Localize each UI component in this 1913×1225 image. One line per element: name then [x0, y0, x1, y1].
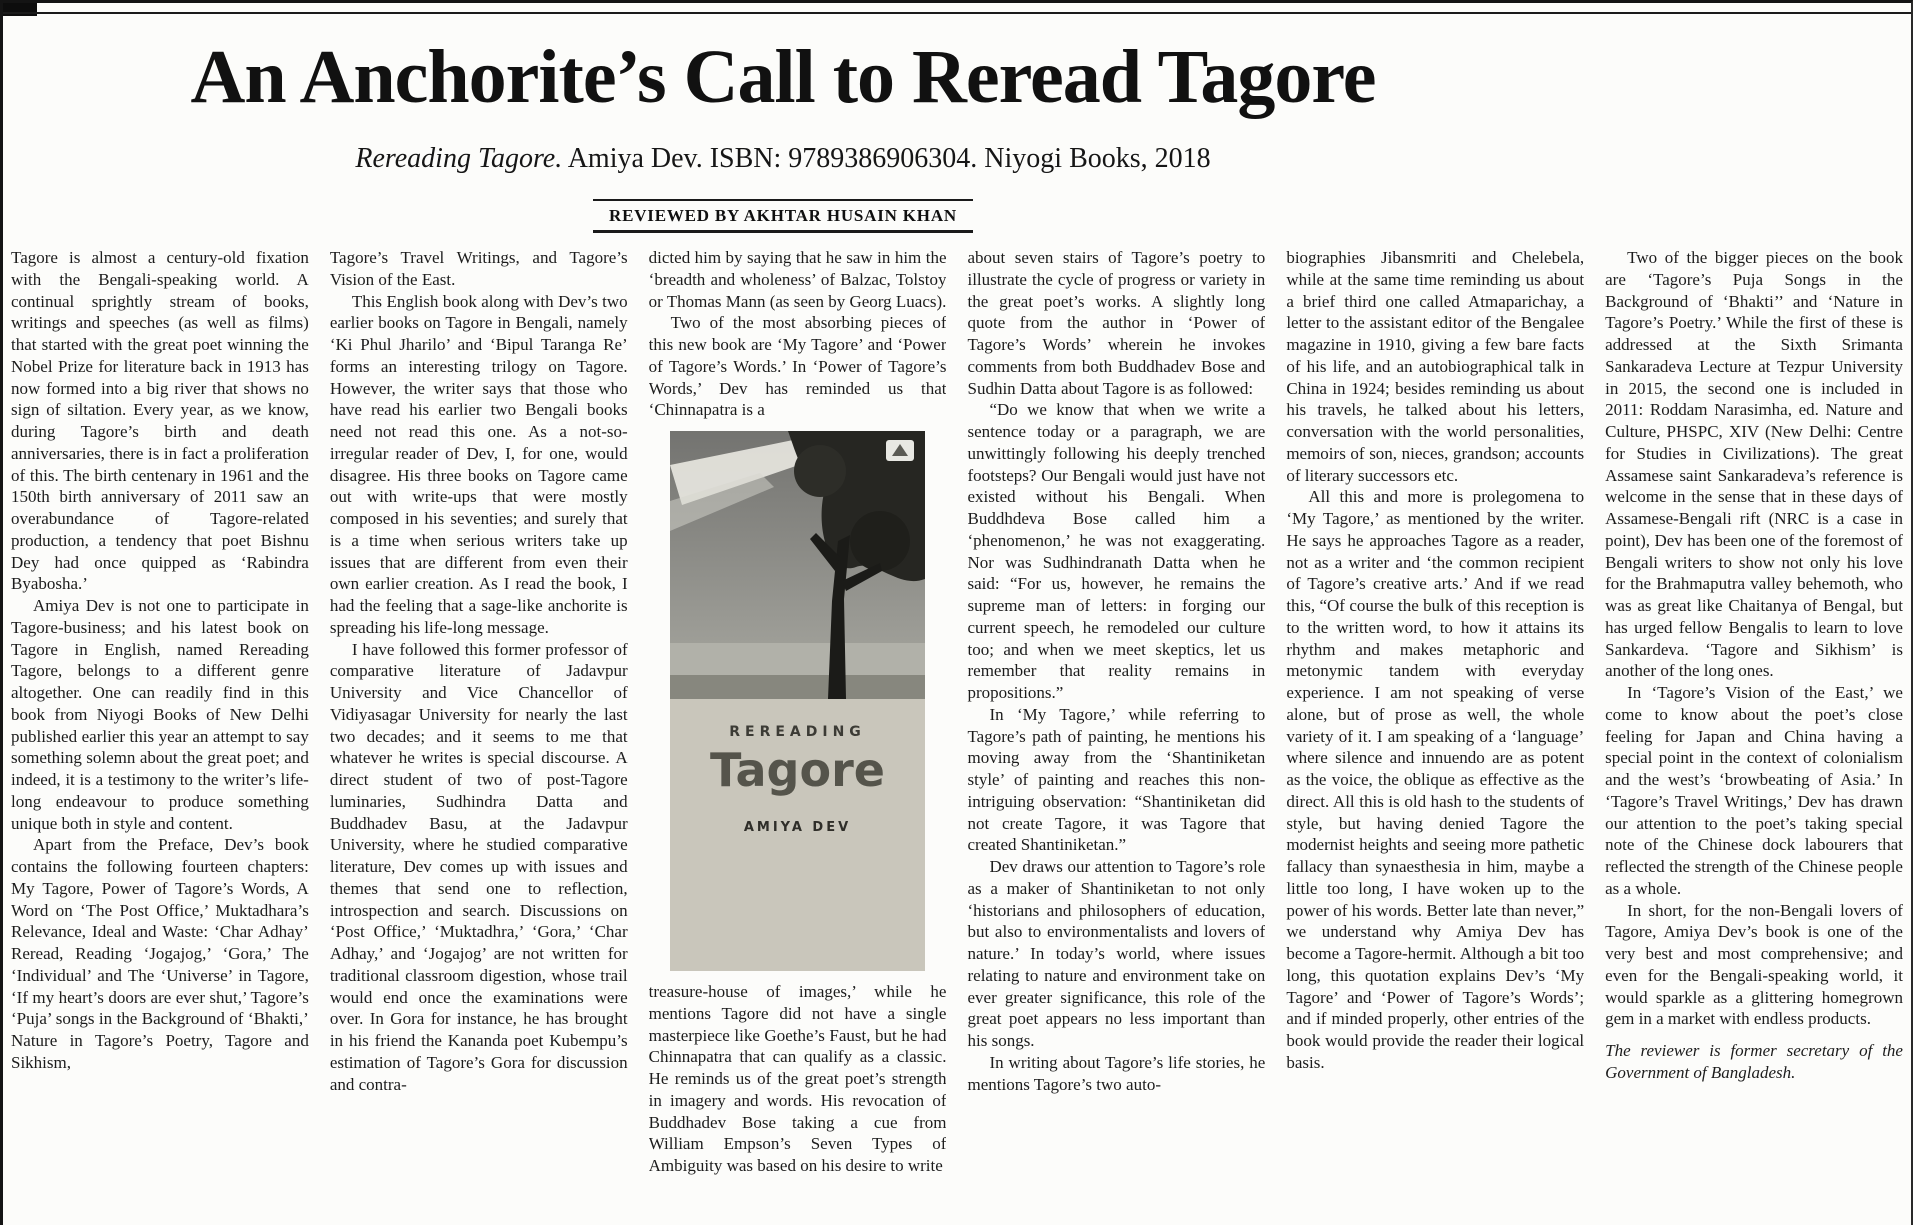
- top-rule: [3, 12, 1911, 14]
- paragraph: Dev draws our attention to Tagore’s role as a maker of Shantiniketan to not only ‘historians and philosophers of education, but also to environmentalists and lovers of nature.’ In today’s world, where issues relating to nature and environment take on ever greater significance, this role of the great poet appears no less important than his songs.: [967, 857, 1266, 1050]
- column-2: [330, 247, 628, 1225]
- tree-canopy-blob: [794, 445, 846, 497]
- print-corner-mark: [3, 3, 37, 16]
- book-details: Amiya Dev. ISBN: 9789386906304. Niyogi Books, 2018: [562, 143, 1211, 174]
- column-5: [1286, 247, 1584, 1225]
- book-title-italic: Rereading Tagore.: [355, 143, 563, 174]
- tree-canopy-blob-2: [850, 511, 910, 571]
- paragraph: Tagore is almost a century-old fixation with the Bengali-speaking world. A continual sprightly stream of books, writings and speeches (as well as films) that started with the great poet winning the Nobel Prize for literature back in 1913 has now formed into a big river that shows no sign of siltation. Every year, as we know, during Tagore’s birth and death anniversaries, there is in fact a proliferation of this. The birth centenary in 1961 and the 150th birth anniversary of 2011 saw an overabundance of Tagore-related production, a tendency that poet Bishnu Dey had once quipped as ‘Rabindra Byabosha.’: [11, 248, 309, 594]
- paragraph: I have followed this former professor of comparative literature of Jadavpur University and Vice Chancellor of Vidiyasagar University for nearly the last two decades; and it seems to me that whatever he writes is special discourse. A direct student of two of post-Tagore luminaries, Sudhindra Datta and Buddhadev Basu, at the Jadavpur University, where he studied comparative literature, Dev comes up with issues and themes that send one to reflection, introspection and search. Discussions on ‘Post Office,’ ‘Muktadhra,’ ‘Gora,’ ‘Char Adhay,’ and ‘Jogajog’ are not written for traditional classroom digestion, whose trail would end once the examinations were over. In Gora for instance, he has brought in his friend the Kananda poet Kubempu’s estimation of Tagore’s Gora for discussion and contra-: [329, 639, 628, 1094]
- article-title: An Anchorite’s Call to Reread Tagore: [190, 35, 1376, 119]
- paragraph: treasure-house of images,’ while he mentions Tagore did not have a single masterpiece like Goethe’s Faust, but he had Chinnapatra that can qualify as a classic. He reminds us of the great poet’s strength in imagery and words. His revocation of Buddhadev Bose taking a cue from William Empson’s Seven Types of Ambiguity was based on his desire to write: [648, 982, 947, 1175]
- cover-author-text: AMIYA DEV: [743, 820, 852, 835]
- column-3-top: [649, 247, 947, 421]
- cover-ground: [670, 675, 925, 699]
- paragraph: In ‘My Tagore,’ while referring to Tagore’s path of painting, he mentions his moving away from the ‘Shantiniketan style’ of painting and reaches this non-intriguing observation: “Shantiniketan did not create Tagore, it was Tagore that created Shantiniketan.”: [967, 704, 1266, 855]
- reviewer-note: The reviewer is former secretary of the Government of Bangladesh.: [1605, 1041, 1903, 1082]
- column-3: [649, 247, 947, 1225]
- column-1: [11, 247, 309, 1225]
- paragraph: All this and more is prolegomena to ‘My Tagore,’ as mentioned by the writer. He says he approaches Tagore as a reader, not as a writer and ‘the common recipient of Tagore’s creative arts.’ And if we read this, “Of course the bulk of this reception is to the written word, to how it attains its rhythm and makes metaphoric and metonymic tandem with everyday experience. I am not speaking of verse alone, but of prose as well, the whole variety of it. I am speaking of a ‘language’ where silence and innuendo are as potent as the voice, the oblique as effective as the direct. All this is old hash to the students of style, but having denied Tagore the modernist heights and seeing more pathetic fallacy than synaesthesia in him, maybe a little too long, I have woken up to the power of his words. Better late than never,” we understand why Amiya Dev has become a Tagore-hermit. Although a bit too long, this quotation explains Dev’s ‘My Tagore’ and ‘Power of Tagore’s Words’; and if minded properly, other entries of the book would provide the reader their logical basis.: [1286, 487, 1585, 1072]
- column-6-text: [1605, 247, 1903, 1030]
- column-6: [1605, 247, 1903, 1225]
- cover-series-text: REREADING: [729, 724, 866, 740]
- book-cover-image: [670, 431, 925, 971]
- cover-title-text: Tagore: [710, 743, 886, 797]
- paragraph: dicted him by saying that he saw in him the ‘breadth and wholeness’ of Balzac, Tolstoy or Thomas Mann (as seen by Georg Luacs).: [648, 248, 947, 311]
- article-body: [3, 247, 1911, 1225]
- column-3-bottom: [649, 981, 947, 1177]
- cover-midground: [670, 643, 925, 677]
- paragraph: Two of the bigger pieces on the book are ‘Tagore’s Puja Songs in the Background of ‘Bhakti’’ and ‘Nature in Tagore’s Poetry.’ While the first of these is addressed at the Sixth Srimanta Sankaradeva Lecture at Tezpur University in 2015, the second one is included in 2011: Roddam Narasimha, ed. Nature and Culture, PHSPC, XIV (New Delhi: Centre for Studies in Civilizations). The great Assamese saint Sankaradeva’s reference is welcome in the sense that in these days of Assamese-Bengali rift (NRC is a case in point), Dev has been one of the foremost of Bengali writers to show not only his love for the Brahmaputra valley behemoth, who was as great like Chaitanya of Bengal, but has urged fellow Bengalis to learn to love Sankardeva. ‘Tagore and Sikhism’ is another of the long ones.: [1605, 248, 1903, 681]
- paragraph: In ‘Tagore’s Vision of the East,’ we come to know about the poet’s close feeling for Japan and China having a special point in the context of colonialism and the west’s ‘browbeating of Asia.’ In ‘Tagore’s Travel Writings,’ Dev has drawn our attention to the poet’s taking special note of the Chinese dock labourers that reflected the strength of the Chinese people as a whole.: [1605, 683, 1903, 898]
- paragraph: In writing about Tagore’s life stories, he mentions Tagore’s two auto-: [967, 1052, 1266, 1094]
- byline-wrap: [3, 175, 1563, 233]
- paragraph: about seven stairs of Tagore’s poetry to illustrate the cycle of progress or variety in the great poet’s works. A slightly long quote from the author in ‘Power of Tagore’s Words’ wherein he invokes comments from both Buddhadev Bose and Sudhin Datta about Tagore is as followed:: [967, 248, 1266, 398]
- paragraph: Tagore’s Travel Writings, and Tagore’s Vision of the East.: [329, 248, 628, 289]
- paragraph: Two of the most absorbing pieces of this new book are ‘My Tagore’ and ‘Power of Tagore’s Words.’ In ‘Power of Tagore’s Words,’ Dev has reminded us that ‘Chinnapatra is a: [648, 313, 947, 420]
- paragraph: Amiya Dev is not one to participate in Tagore-business; and his latest book on Tagore in English, named Rereading Tagore, belongs to a different genre altogether. One can readily find in this book from Niyogi Books of New Delhi published earlier this year an attempt to say something solemn about the great poet; and indeed, it is a testimony to the writer’s life-long endeavour to produce something unique both in style and content.: [11, 596, 309, 833]
- reviewer-byline: REVIEWED BY AKHTAR HUSAIN KHAN: [593, 199, 973, 233]
- paragraph: In short, for the non-Bengali lovers of Tagore, Amiya Dev’s book is one of the very best and most comprehensive; and even for the Bengali-speaking world, it would sparkle as a glittering homegrown gem in a market with endless products.: [1605, 900, 1903, 1029]
- book-cover-art: [670, 431, 925, 971]
- paragraph: biographies Jibansmriti and Chelebela, while at the same time reminding us about a brief third one called Atmaparichay, a letter to the assistant editor of the Bengalee magazine in 1910, giving a few bare facts of his life, and an autobiographical talk in China in 1924; besides reminding us about his travels, he talked about his letters, conversation with the world personalities, memoirs of son, nieces, grandson; accounts of literary successors etc.: [1286, 248, 1585, 485]
- paragraph: This English book along with Dev’s two earlier books on Tagore in Bengali, namely ‘Ki Phul Jharilo’ and ‘Bipul Taranga Re’ forms an interesting trilogy on Tagore. However, the writer says that those who have read his earlier two Bengali books need not read this one. As a not-so-irregular reader of Dev, I, for one, would disagree. His three books on Tagore came out with write-ups that were mostly composed in his seventies; and surely that is a time when serious writers take up issues that are different from even their own earlier creation. As I read the book, I had the feeling that a sage-like anchorite is spreading his life-long message.: [329, 291, 628, 637]
- article-header: [3, 3, 1563, 233]
- paragraph: Apart from the Preface, Dev’s book contains the following fourteen chapters: My Tagore, Power of Tagore’s Words, A Word on ‘The Post Office,’ Muktadhara’s Relevance, Ideal and Waste: ‘Char Adhay’ Reread, Reading ‘Jogajog,’ ‘Gora,’ The ‘Individual’ and The ‘Universe’ in Tagore, ‘If my heart’s doors are ever shut,’ Tagore’s ‘Puja’ songs in the Background of ‘Bhakti,’ Nature in Tagore’s Poetry, Tagore and Sikhism,: [11, 835, 309, 1072]
- book-reference-line: [3, 143, 1563, 175]
- paragraph: “Do we know that when we write a sentence today or a paragraph, we are unwittingly following his deeply trenched footsteps? Our Bengali would just have not existed without his Bengali. When Buddhdeva Bose called him a ‘phenomenon,’ he was not exaggerating. Nor was Sudhindranath Datta when he said: “For us, however, he remains the supreme man of letters: in forging our current speech, he remodeled our culture too; and when we meet skeptics, let us remember that reality remains in propositions.”: [967, 400, 1266, 702]
- column-4: [967, 247, 1265, 1225]
